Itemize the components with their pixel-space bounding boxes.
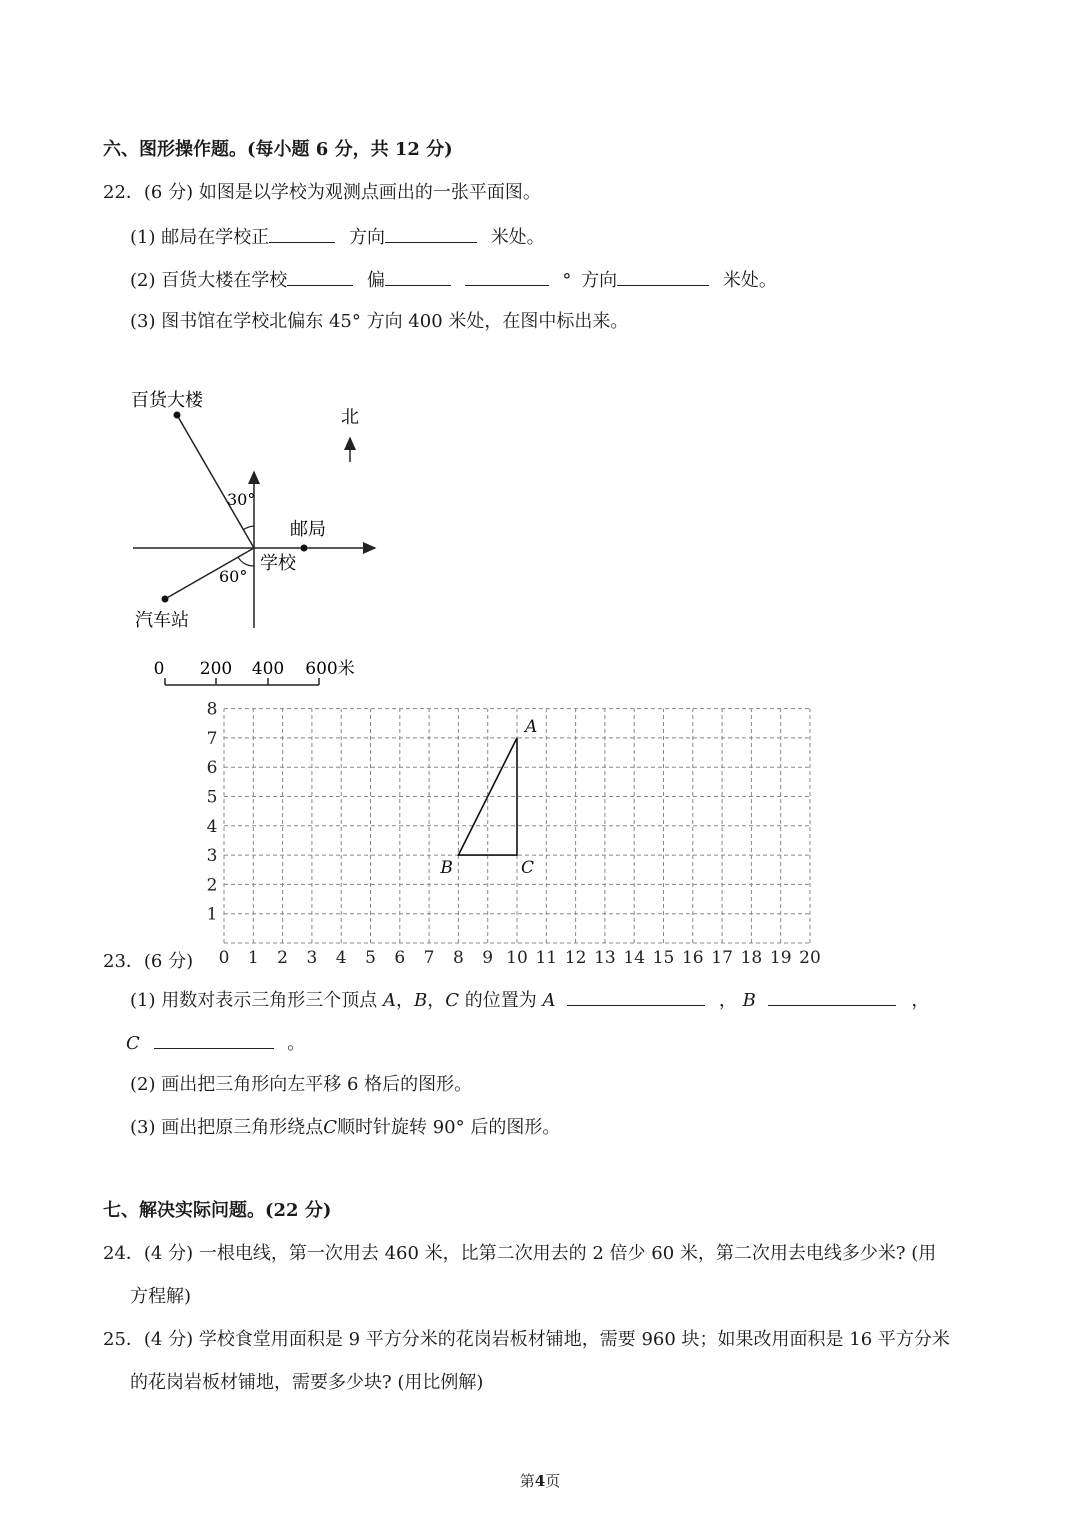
- grid-y-label: 4: [206, 816, 218, 837]
- q22-p1-blank-direction[interactable]: [269, 224, 335, 243]
- q23-part2: (2) 画出把三角形向左平移 6 格后的图形。: [130, 1074, 473, 1095]
- q22-p2-blank-distance[interactable]: [617, 267, 709, 286]
- grid-y-label: 3: [206, 846, 218, 867]
- section7-title: 七、解决实际问题。(22 分): [103, 1200, 332, 1221]
- grid-x-label: 7: [423, 948, 435, 968]
- grid-y-labels: [207, 700, 218, 925]
- q23-ans-b-label: B: [742, 990, 756, 1011]
- q23-blank-a[interactable]: [567, 987, 705, 1006]
- q23-comma1: ，: [718, 990, 737, 1011]
- q23-p3-text-a: (3) 画出把原三角形绕点: [130, 1117, 324, 1138]
- q23-part3: [130, 1116, 560, 1140]
- map-figure: [120, 380, 400, 700]
- coordinate-grid: [195, 695, 835, 975]
- scale-label-400: 400: [251, 659, 285, 679]
- grid-x-label: 3: [306, 948, 318, 968]
- grid-x-label: 8: [452, 948, 464, 968]
- page-number-value: 4: [534, 1472, 546, 1490]
- q23-stem: 23．(6 分): [103, 951, 194, 972]
- q22-p2-blank-2[interactable]: [385, 267, 451, 286]
- grid-x-label: 19: [769, 948, 792, 968]
- q22-stem: 22．(6 分) 如图是以学校为观测点画出的一张平面图。: [103, 182, 541, 203]
- grid-x-labels: [219, 948, 821, 968]
- scale-label-0: 0: [153, 659, 165, 679]
- q22-p2-text-c: °: [562, 270, 572, 291]
- q25-line1: 25．(4 分) 学校食堂用面积是 9 平方分米的花岗岩板材铺地，需要 960 块；如果改用面积是 16 平方分米: [103, 1329, 950, 1350]
- q22-p1-blank-distance[interactable]: [385, 224, 477, 243]
- angle-30-label: 30°: [227, 490, 256, 509]
- angle-60-label: 60°: [219, 567, 248, 586]
- q23-p1-label-b: B: [413, 990, 428, 1011]
- dept-store-point: [174, 412, 181, 419]
- q24-line2: 方程解): [130, 1286, 192, 1307]
- grid-x-label: 9: [482, 948, 494, 968]
- post-office-label: 邮局: [290, 519, 326, 540]
- grid-x-label: 0: [218, 948, 230, 968]
- grid-x-label: 17: [711, 948, 733, 968]
- grid-x-label: 4: [335, 948, 347, 968]
- q22-part2: [130, 267, 777, 293]
- q22-part3: (3) 图书馆在学校北偏东 45° 方向 400 米处，在图中标出来。: [130, 311, 629, 332]
- q23-p1-label-c: C: [445, 990, 459, 1011]
- bus-station-point: [162, 596, 169, 603]
- scale-label-200: 200: [199, 659, 233, 679]
- grid-x-label: 2: [277, 948, 289, 968]
- grid-y-label: 8: [206, 699, 218, 720]
- grid-x-label: 1: [247, 948, 259, 968]
- q23-p1-sep2: ，: [427, 990, 446, 1011]
- grid-x-label: 5: [365, 948, 376, 968]
- q23-p3-label-c: C: [323, 1117, 337, 1138]
- angle-60-arc: [238, 557, 254, 566]
- grid-y-label: 7: [206, 728, 218, 749]
- grid-x-label: 10: [506, 948, 528, 968]
- q22-p1-text-b: 方向: [348, 227, 385, 248]
- q23-p1-text-b: 的位置为: [464, 990, 537, 1011]
- grid-x-label: 11: [535, 948, 558, 968]
- vertex-label-b: B: [440, 858, 453, 879]
- q24-line1: 24．(4 分) 一根电线，第一次用去 460 米，比第二次用去的 2 倍少 60 米，第二次用去电线多少米? (用: [103, 1243, 937, 1264]
- q23-p1-text-a: (1) 用数对表示三角形三个顶点: [130, 990, 378, 1011]
- grid-x-label: 18: [740, 948, 763, 968]
- q22-p2-blank-angle[interactable]: [465, 267, 549, 286]
- grid-y-label: 1: [206, 904, 218, 925]
- section6-title: 六、图形操作题。(每小题 6 分，共 12 分): [103, 139, 453, 160]
- grid-x-label: 15: [652, 948, 675, 968]
- dept-store-line: [177, 415, 254, 548]
- grid-x-label: 12: [564, 948, 587, 968]
- dept-store-label: 百货大楼: [131, 390, 203, 411]
- q22-p1-text-c: 米处。: [490, 227, 545, 248]
- q22-p2-blank-1[interactable]: [287, 267, 353, 286]
- grid-x-label: 20: [799, 948, 821, 968]
- q22-p1-text-a: (1) 邮局在学校正: [130, 227, 270, 248]
- q22-p2-text-a: (2) 百货大楼在学校: [130, 270, 288, 291]
- page-number-post: 页: [545, 1472, 561, 1490]
- q23-p3-text-b: 顺时针旋转 90° 后的图形。: [337, 1117, 561, 1138]
- q23-period: 。: [287, 1033, 306, 1054]
- q23-p1-sep1: ，: [395, 990, 414, 1011]
- grid-y-label: 5: [206, 787, 218, 808]
- grid-y-label: 6: [206, 758, 218, 779]
- q22-p2-text-e: 米处。: [722, 270, 777, 291]
- q22-part1: [130, 224, 545, 250]
- page-number-pre: 第: [519, 1472, 535, 1490]
- q23-ans-c-label: C: [126, 1033, 140, 1054]
- scale-label-600: 600米: [305, 659, 355, 679]
- q23-p1-label-a: A: [382, 990, 396, 1011]
- q25-line2: 的花岗岩板材铺地，需要多少块? (用比例解): [130, 1372, 484, 1393]
- grid-x-label: 6: [394, 948, 406, 968]
- angle-30-arc: [243, 526, 254, 530]
- vertex-label-a: A: [525, 716, 538, 737]
- q22-p2-text-d: 方向: [581, 270, 618, 291]
- grid-x-label: 13: [594, 948, 616, 968]
- q23-blank-b[interactable]: [768, 987, 896, 1006]
- post-office-point: [301, 545, 308, 552]
- north-label: 北: [341, 407, 359, 428]
- q22-p2-text-b: 偏: [366, 270, 385, 291]
- grid-y-label: 2: [206, 875, 218, 896]
- triangle-abc: [439, 717, 537, 878]
- school-label: 学校: [260, 553, 296, 574]
- bus-station-label: 汽车站: [135, 610, 189, 631]
- q23-ans-a-label: A: [542, 990, 556, 1011]
- scale-bar: [154, 659, 355, 685]
- page-number: [0, 1470, 1080, 1491]
- q23-comma2: ，: [911, 990, 930, 1011]
- q23-blank-c[interactable]: [154, 1030, 274, 1049]
- grid-x-label: 16: [681, 948, 704, 968]
- q23-part1-cont: [126, 1030, 305, 1056]
- grid-x-label: 14: [623, 948, 646, 968]
- vertex-label-c: C: [521, 858, 535, 879]
- q23-part1: [130, 987, 929, 1013]
